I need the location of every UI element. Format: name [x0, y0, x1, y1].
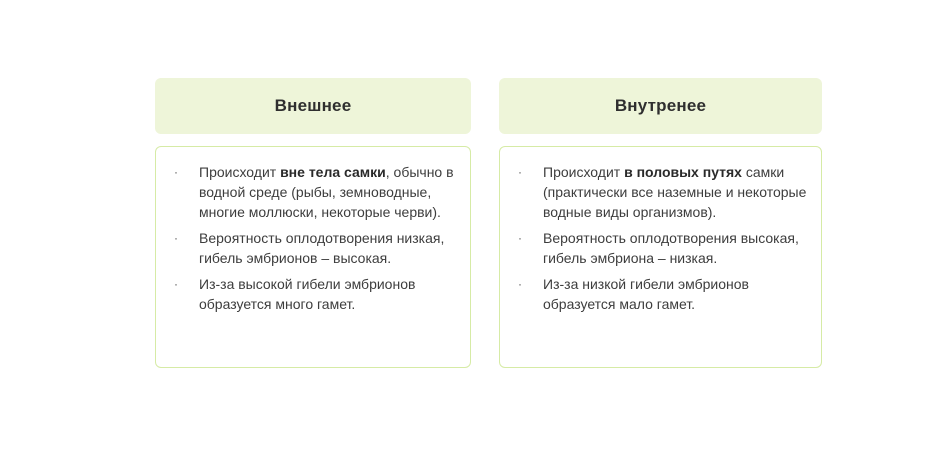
list-item [174, 162, 460, 222]
item-text-post: , обычно в водной среде (рыбы, земноводные, многие моллюски, некоторые черви). [199, 164, 454, 220]
internal-header [499, 78, 822, 134]
list-item [174, 274, 460, 314]
item-text-pre: Вероятность оплодотворения высокая, гибель эмбриона – низкая. [543, 230, 799, 266]
bullet-icon: · [174, 165, 178, 179]
internal-title: Внутренее [614, 96, 707, 115]
bullet-icon: · [518, 277, 522, 291]
internal-list [518, 162, 811, 314]
item-text-pre: Из-за низкой гибели эмбрионов образуется мало гамет. [543, 276, 749, 312]
item-text-post: самки (практически все наземные и некоторые водные виды организмов). [543, 164, 807, 220]
item-text-pre: Из-за высокой гибели эмбрионов образуется много гамет. [199, 276, 416, 312]
external-header [155, 78, 471, 134]
item-text-bold: вне тела самки [280, 164, 386, 180]
item-text-pre: Вероятность оплодотворения низкая, гибель эмбрионов – высокая. [199, 230, 445, 266]
external-fertilization-column [155, 78, 471, 368]
list-item [518, 228, 811, 268]
internal-card [499, 146, 822, 368]
item-text-pre: Происходит [543, 164, 625, 180]
internal-fertilization-column [499, 78, 822, 368]
external-list [174, 162, 460, 314]
bullet-icon: · [518, 231, 522, 245]
bullet-icon: · [174, 231, 178, 245]
external-card [155, 146, 471, 368]
list-item [174, 228, 460, 268]
item-text-bold: в половых путях [624, 164, 742, 180]
item-text-pre: Происходит [199, 164, 281, 180]
external-title: Внешнее [274, 96, 352, 115]
bullet-icon: · [518, 165, 522, 179]
bullet-icon: · [174, 277, 178, 291]
list-item [518, 162, 811, 222]
list-item [518, 274, 811, 314]
